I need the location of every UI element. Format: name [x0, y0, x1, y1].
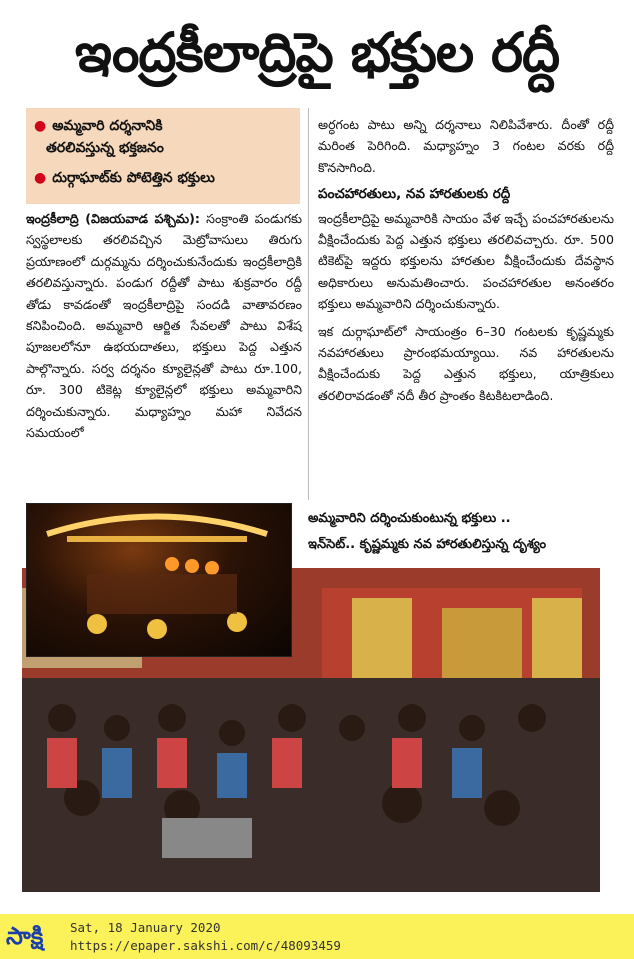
dateline: ఇంద్రకీలాద్రి (విజయవాడ పశ్చిమ): [26, 211, 200, 226]
footer-url[interactable]: https://epaper.sakshi.com/c/48093459 [70, 938, 341, 953]
highlight-item: ● అమ్మవారి దర్శనానికి [34, 118, 163, 134]
inset-caption: ఇన్‌సెట్.. కృష్ణమ్మకు నవ హారతులిస్తున్న దృశ్యం [308, 537, 547, 552]
article-paragraph: ఇంద్రకీలాద్రిపై అమ్మవారికి సాయం వేళ ఇచ్చే పంచహారతులను వీక్షించేందుకు పెద్ద ఎత్తున భక్తులు తరలివచ్చారు. రూ. 500 టికెట్‌పై ఇద్దరు భక్తులను హారతుల వీక్షించేందుకు దేవస్థాన అధికారులు అనుమతించారు. పంచహారతుల అనంతరం భక్తులు అమ్మవారిని దర్శించుకున్నారు. [318, 210, 614, 312]
river-harathi-illustration [27, 504, 291, 656]
highlight-item-continued: తరలివస్తున్న భక్తజనం [46, 140, 164, 156]
sakshi-logo: సాక్షి [6, 921, 44, 950]
article-right-column [318, 114, 614, 412]
article-paragraph: అర్ధగంట పాటు అన్ని దర్శనాలు నిలిపివేశారు. దీంతో రద్దీ మరింత పెరిగింది. మధ్యాహ్నం 3 గంటల వరకు రద్దీ కొనసాగింది. [318, 117, 614, 175]
photo-caption: అమ్మవారిని దర్శించుకుంటున్న భక్తులు .. [308, 511, 511, 526]
column-divider [308, 108, 309, 500]
headline: ఇంద్రకీలాద్రిపై భక్తుల రద్దీ [74, 20, 560, 84]
highlights-box [26, 108, 300, 204]
article-paragraph: సంక్రాంతి పండుగకు స్వస్థలాలకు తరలివచ్చిన మెట్రోవాసులు తిరుగు ప్రయాణంలో దుర్గమ్మను దర్శించుకునేందుకు ఇంద్రకీలాద్రికి తరలివస్తున్నారు. పండుగ రద్దీతో పాటు శుక్రవారం రద్దీ తోడు కావడంతో ఇంద్రకీలాద్రిపై సందడి వాతావరణం కనిపించింది. అమ్మవారి ఆర్జిత సేవలతో పాటు విశేష పూజలలోనూ ఉభయదాతలు, భక్తులు పెద్ద ఎత్తున పాల్గొన్నారు. సర్వ దర్శనం క్యూలైన్లతో పాటు రూ.100, రూ. 300 టికెట్ల క్యూలైన్లలో భక్తులు అమ్మవారిని దర్శించుకున్నారు. మధ్యాహ్నం మహా నివేదన సమయంలో [26, 211, 302, 441]
footer-bar [0, 914, 634, 959]
footer-date: Sat, 18 January 2020 [70, 920, 221, 935]
article-paragraph: ఇక దుర్గాఘాట్‌లో సాయంత్రం 6–30 గంటలకు కృష్ణమ్మకు నవహారతులు ప్రారంభమయ్యాయి. నవ హారతులను వీక్షించేందుకు పెద్ద ఎత్తున భక్తులు, యాత్రికులు తరలిరావడంతో నదీ తీర ప్రాంతం కిటకిటలాడింది. [318, 323, 614, 403]
harathi-inset-photo [26, 503, 292, 657]
article-left-column [26, 208, 302, 449]
bullet-icon: ● [34, 118, 47, 134]
highlight-item: ● దుర్గాఘాట్‌కు పోటెత్తిన భక్తులు [34, 170, 215, 186]
bullet-icon: ● [34, 170, 47, 186]
subheading: పంచహారతులు, నవ హారతులకు రద్దీ [318, 186, 511, 203]
